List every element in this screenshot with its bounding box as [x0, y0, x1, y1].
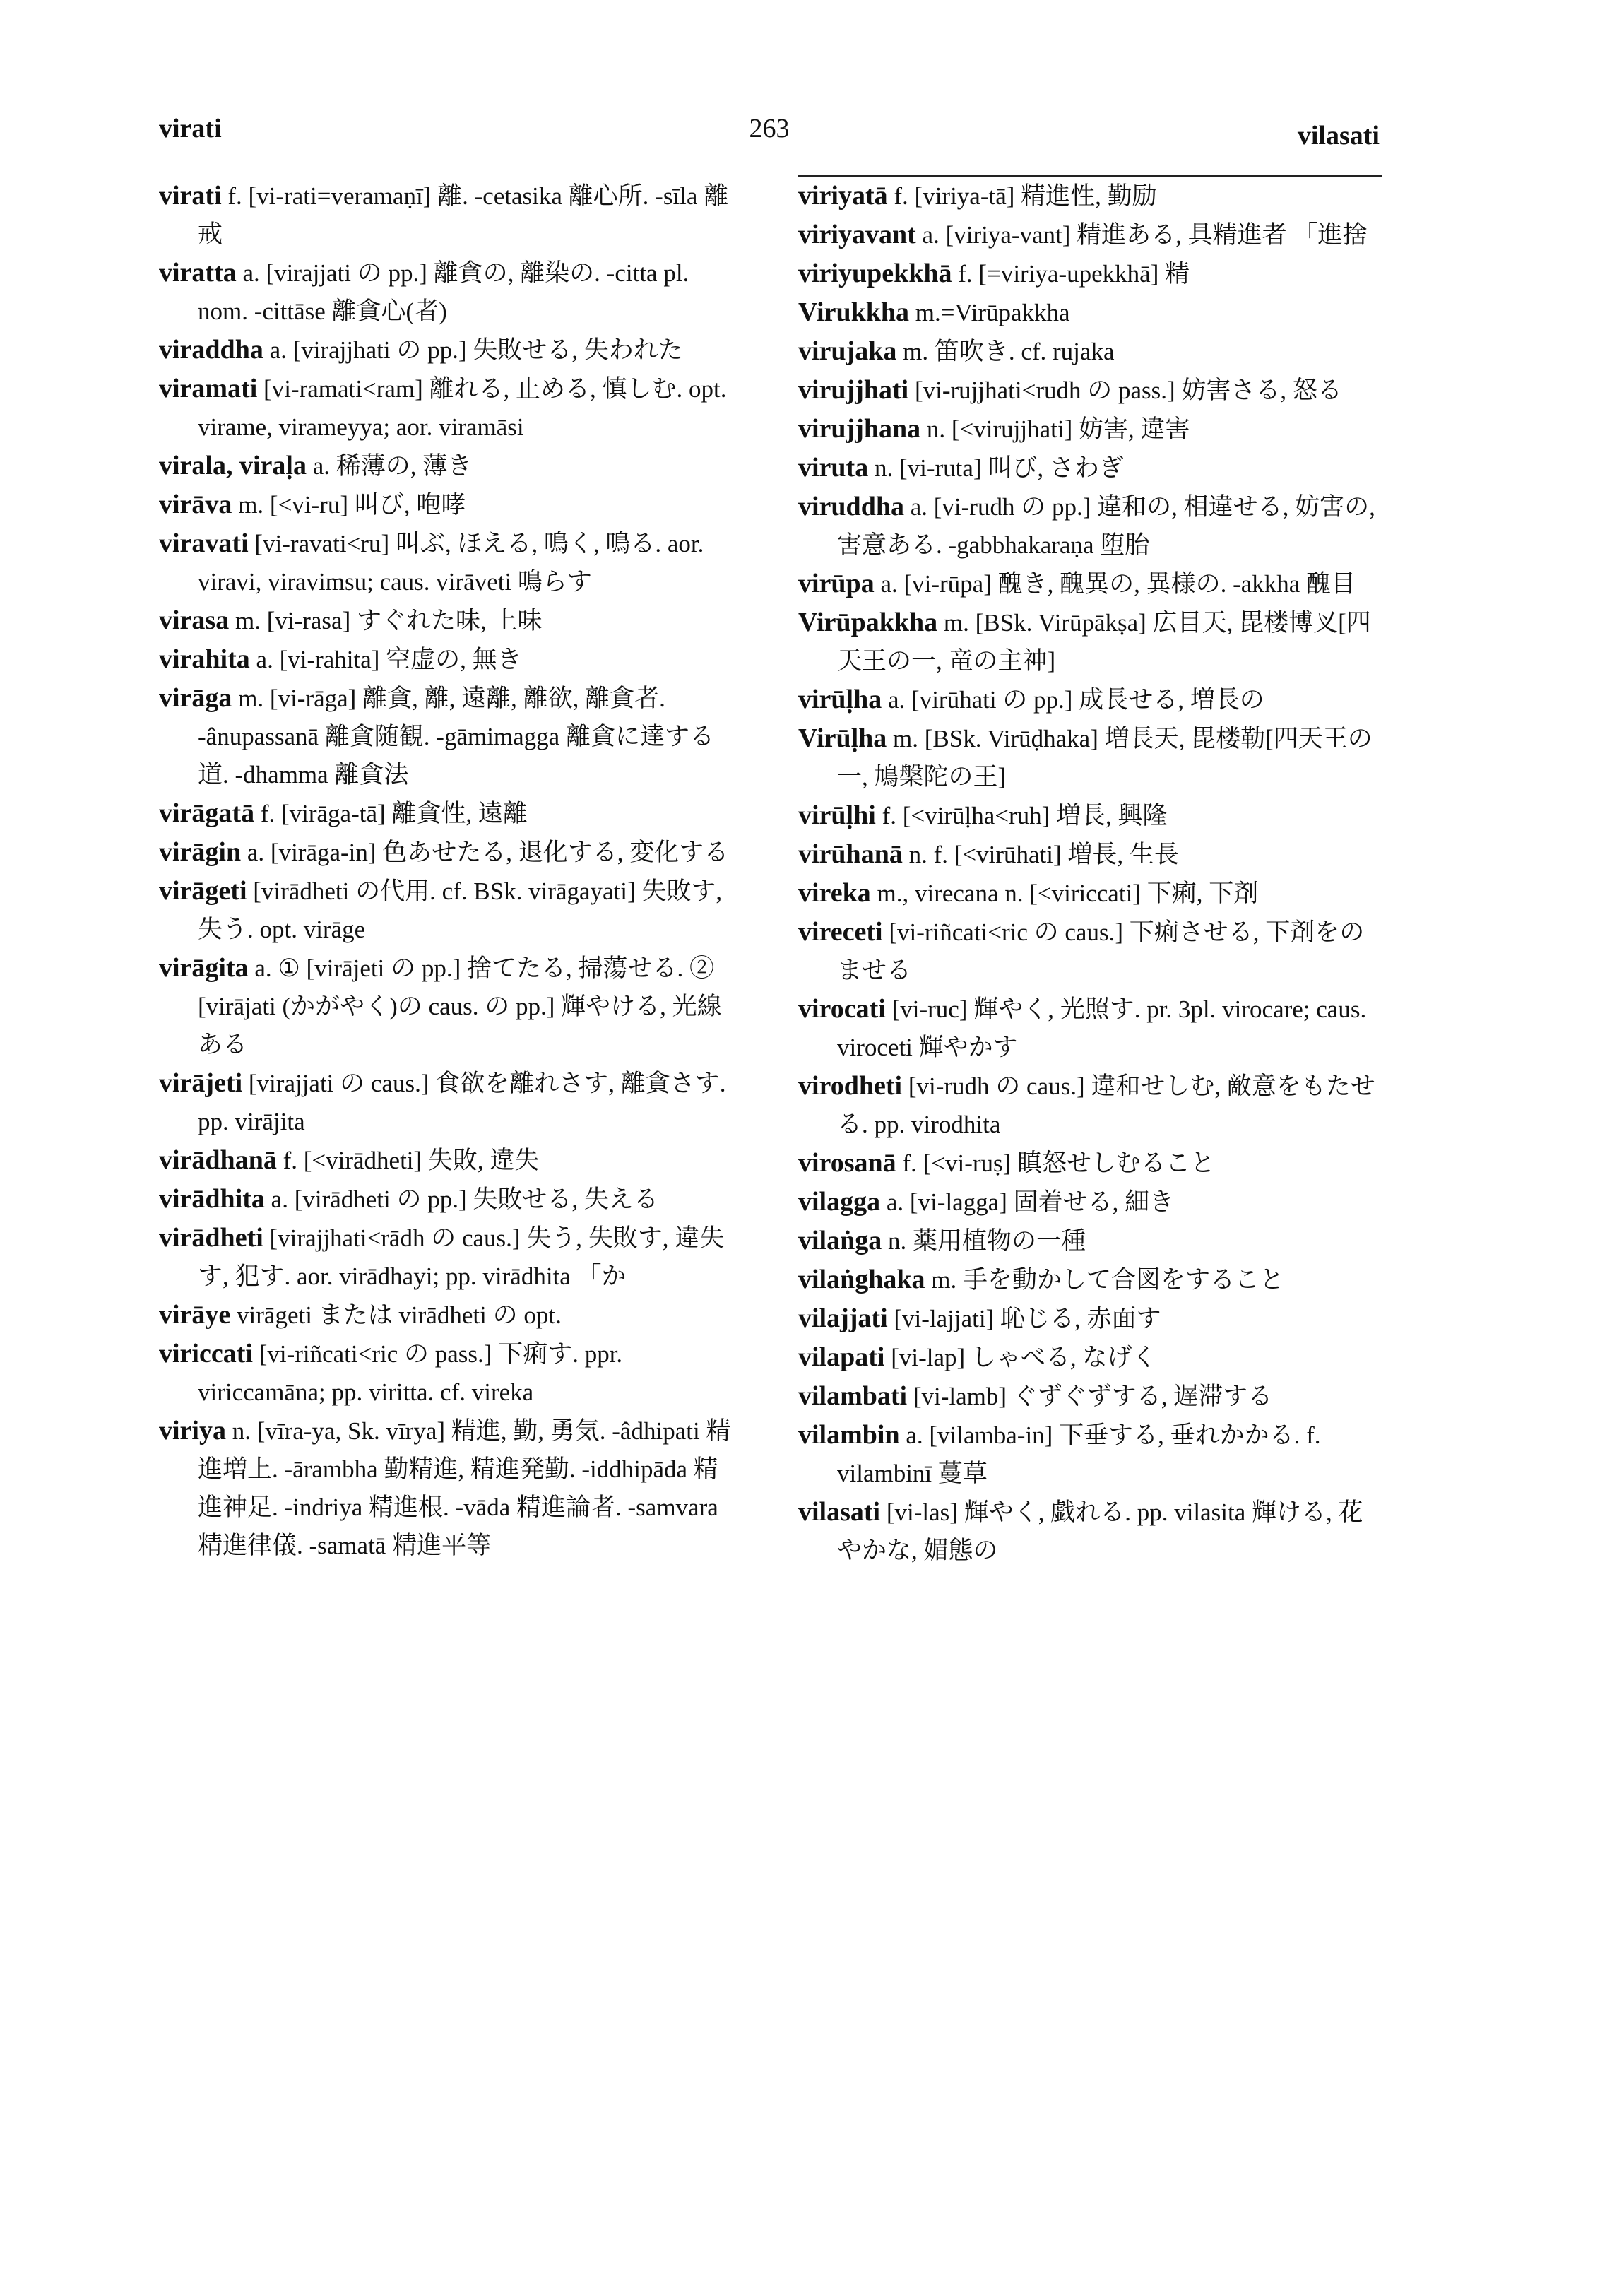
entry-definition: a. [vi-lagga] 固着せる, 細き — [880, 1188, 1175, 1216]
entry-headword: Virukkha — [798, 297, 909, 327]
page-number: 263 — [749, 114, 790, 143]
dictionary-entry — [798, 487, 1385, 564]
entry-headword: vireka — [798, 878, 871, 908]
entry-headword: virūhanā — [798, 839, 903, 869]
entry-definition: [virādheti の代用. cf. BSk. virāgayati] 失敗す, 失う. opt. virāge — [198, 877, 723, 943]
dictionary-entry — [798, 1067, 1385, 1144]
dictionary-entry — [798, 564, 1385, 603]
entry-definition: a. [vilamba-in] 下垂する, 垂れかかる. f. vilambinī 蔓草 — [837, 1421, 1321, 1487]
dictionary-entry — [798, 719, 1385, 796]
entry-definition: f. [vi-rati=veramaṇī] 離. -cetasika 離心所. -sīla 離戒 — [198, 182, 729, 248]
dictionary-entry — [159, 331, 738, 369]
dictionary-entry — [159, 679, 738, 794]
dictionary-entry — [798, 603, 1385, 680]
dictionary-entry — [798, 1144, 1385, 1183]
entry-headword: virāva — [159, 490, 232, 519]
entry-headword: virala, viraḷa — [159, 451, 307, 480]
entry-headword: viriyupekkhā — [798, 259, 952, 288]
entry-definition: m. [BSk. Virūḍhaka] 増長天, 毘楼勒[四天王の一, 鳩槃陀の王] — [837, 725, 1373, 791]
entry-definition: f. [=viriya-upekkhā] 精 — [952, 260, 1190, 288]
entry-definition: m. [vi-rasa] すぐれた味, 上味 — [229, 607, 543, 634]
page-header — [159, 106, 1380, 170]
dictionary-entry — [159, 485, 738, 524]
entry-headword: Virūḷha — [798, 723, 887, 753]
entry-headword: virūḷhi — [798, 800, 876, 830]
entry-headword: virosanā — [798, 1148, 896, 1178]
dictionary-entry — [798, 371, 1385, 410]
entry-definition: [vi-riñcati<ric の pass.] 下痢す. ppr. viriccamāna; pp. viritta. cf. vireka — [198, 1340, 623, 1406]
dictionary-entry — [159, 1335, 738, 1412]
dictionary-entry — [159, 1219, 738, 1296]
entry-headword: virahita — [159, 644, 250, 674]
entry-definition: [vi-las] 輝やく, 戯れる. pp. vilasita 輝ける, 花やかな, 媚態の — [837, 1498, 1363, 1564]
running-head-left: virati — [159, 114, 222, 143]
entry-headword: viriyatā — [798, 181, 888, 211]
entry-headword: vilasati — [798, 1497, 881, 1527]
entry-headword: viraddha — [159, 335, 263, 365]
dictionary-entry — [798, 449, 1385, 487]
entry-definition: f. [<virādheti] 失敗, 違失 — [276, 1147, 540, 1174]
entry-headword: viriya — [159, 1416, 226, 1445]
entry-headword: virati — [159, 181, 222, 211]
dictionary-entry — [798, 1222, 1385, 1260]
entry-definition: [vi-ruc] 輝やく, 光照す. pr. 3pl. virocare; caus. viroceti 輝やかす — [837, 995, 1367, 1061]
entry-headword: vilambin — [798, 1420, 900, 1450]
dictionary-entry — [159, 1412, 738, 1565]
entry-headword: virājeti — [159, 1068, 243, 1098]
entry-headword: virūḷha — [798, 685, 882, 714]
entry-definition: a. [vi-rahita] 空虚の, 無き — [249, 646, 522, 673]
entry-definition: a. [vi-rudh の pp.] 違和の, 相違せる, 妨害の, 害意ある. -gabbhakaraṇa 堕胎 — [837, 493, 1375, 559]
entry-headword: viramati — [159, 374, 258, 403]
running-head-right: vilasati — [1297, 121, 1380, 150]
entry-definition: n. 薬用植物の一種 — [882, 1227, 1086, 1255]
entry-definition: [vi-rujjhati<rudh の pass.] 妨害さる, 怒る — [908, 377, 1342, 404]
entry-headword: virādhanā — [159, 1145, 277, 1175]
dictionary-entry — [798, 990, 1385, 1067]
entry-headword: Virūpakkha — [798, 608, 938, 637]
entry-definition: a. [viriya-vant] 精進ある, 具精進者 「進捨 — [915, 221, 1368, 249]
dictionary-entry — [798, 1260, 1385, 1299]
dictionary-entry — [159, 872, 738, 949]
entry-headword: virujjhana — [798, 414, 921, 444]
entry-definition: a. ① [virājeti の pp.] 捨てたる, 掃蕩せる. ② [virājati (かがやく)の caus. の pp.] 輝やける, 光線ある — [198, 954, 722, 1058]
entry-definition: f. [virāga-tā] 離貪性, 遠離 — [254, 800, 528, 827]
entry-headword: virāye — [159, 1300, 231, 1330]
dictionary-entry — [159, 794, 738, 833]
dictionary-entry — [159, 1180, 738, 1219]
dictionary-entry — [798, 874, 1385, 913]
dictionary-entry — [159, 369, 738, 447]
dictionary-entry — [798, 332, 1385, 371]
entry-definition: [virajjati の caus.] 食欲を離れさす, 離貪さす. pp. virājita — [198, 1070, 726, 1135]
dictionary-entry — [798, 410, 1385, 449]
entry-definition: f. [<vi-ruṣ] 瞋怒せしむること — [896, 1149, 1216, 1177]
dictionary-entry — [798, 215, 1385, 254]
dictionary-entry — [159, 447, 738, 485]
dictionary-entry — [798, 835, 1385, 874]
dictionary-entry — [159, 254, 738, 331]
dictionary-entry — [159, 1064, 738, 1141]
entry-headword: virūpa — [798, 569, 875, 598]
entry-definition: m. 笛吹き. cf. rujaka — [896, 338, 1115, 365]
dictionary-entry — [159, 1296, 738, 1335]
entry-definition: n. [vi-ruta] 叫び, さわぎ — [868, 454, 1124, 482]
entry-definition: a. [virāga-in] 色あせたる, 退化する, 変化する — [241, 839, 729, 866]
dictionary-entry — [159, 949, 738, 1064]
dictionary-entry — [798, 1183, 1385, 1222]
entry-definition: a. [virajjati の pp.] 離貪の, 離染の. -citta pl. nom. -cittāse 離貪心(者) — [198, 259, 689, 325]
entry-definition: [vi-lajjati] 恥じる, 赤面す — [887, 1305, 1161, 1332]
entry-headword: virāgatā — [159, 798, 255, 828]
entry-headword: virāgita — [159, 953, 249, 983]
entry-headword: viratta — [159, 258, 237, 288]
entry-headword: virasa — [159, 605, 230, 635]
entry-definition: [vi-ravati<ru] 叫ぶ, ほえる, 鳴く, 鳴る. aor. viravi, viravimsu; caus. virāveti 鳴らす — [198, 530, 704, 596]
entry-definition: m. 手を動かして合図をすること — [925, 1266, 1285, 1294]
entry-headword: virujjhati — [798, 375, 909, 405]
entry-definition: m. [BSk. Virūpākṣa] 広目天, 毘楼博叉[四天王の一, 竜の主神] — [837, 609, 1371, 675]
entry-definition: [vi-lamb] ぐずぐずする, 遅滞する — [907, 1383, 1273, 1410]
entry-headword: vireceti — [798, 917, 883, 947]
entry-definition: a. [virādheti の pp.] 失敗せる, 失える — [264, 1186, 658, 1213]
dictionary-entry — [798, 1416, 1385, 1493]
entry-definition: a. [vi-rūpa] 醜き, 醜異の, 異様の. -akkha 醜目 — [874, 570, 1356, 598]
entry-headword: virādhita — [159, 1184, 265, 1214]
entry-headword: vilaṅghaka — [798, 1265, 925, 1294]
entry-headword: vilapati — [798, 1342, 885, 1372]
entry-headword: virāgeti — [159, 876, 247, 906]
dictionary-entry — [798, 1299, 1385, 1338]
dictionary-entry — [159, 833, 738, 872]
entry-headword: viruta — [798, 453, 869, 483]
dictionary-entry — [798, 1493, 1385, 1570]
entry-headword: viriccati — [159, 1339, 253, 1368]
entry-definition: n. [<virujjhati] 妨害, 違害 — [920, 415, 1190, 443]
entry-headword: virādheti — [159, 1223, 263, 1253]
entry-definition: a. [virūhati の pp.] 成長せる, 増長の — [882, 686, 1264, 714]
entry-definition: a. 稀薄の, 薄き — [306, 452, 473, 480]
right-column — [798, 177, 1385, 1570]
entry-headword: vilagga — [798, 1187, 881, 1217]
entry-headword: vilaṅga — [798, 1226, 882, 1255]
entry-definition: [vi-lap] しゃべる, なげく — [884, 1344, 1157, 1371]
entry-headword: viruddha — [798, 492, 904, 521]
dictionary-entry — [798, 254, 1385, 293]
entry-headword: virujaka — [798, 336, 897, 366]
dictionary-entry — [798, 293, 1385, 332]
dictionary-entry — [798, 796, 1385, 835]
dictionary-entry — [798, 680, 1385, 719]
entry-headword: virāgin — [159, 837, 242, 867]
entry-definition: [virajjhati<rādh の caus.] 失う, 失敗す, 違失す, 犯す. aor. virādhayi; pp. virādhita 「か — [198, 1224, 725, 1290]
entry-definition: [vi-riñcati<ric の caus.] 下痢させる, 下剤をのませる — [837, 918, 1365, 984]
dictionary-entry — [798, 1377, 1385, 1416]
entry-headword: vilajjati — [798, 1303, 888, 1333]
entry-definition: m., virecana n. [<viriccati] 下痢, 下剤 — [870, 880, 1259, 907]
entry-definition: a. [virajjhati の pp.] 失敗せる, 失われた — [263, 336, 683, 364]
entry-headword: virāga — [159, 683, 232, 713]
entry-definition: [vi-ramati<ram] 離れる, 止める, 慎しむ. opt. virame, virameyya; aor. viramāsi — [198, 375, 727, 441]
dictionary-entry — [159, 1141, 738, 1180]
entry-definition: m.=Virūpakkha — [909, 299, 1070, 326]
dictionary-entry — [159, 524, 738, 601]
entry-definition: n. f. [<virūhati] 増長, 生長 — [902, 841, 1179, 868]
entry-definition: virāgeti または virādheti の opt. — [230, 1301, 562, 1329]
entry-definition: f. [<virūḷha<ruh] 増長, 興隆 — [875, 802, 1168, 829]
dictionary-entry — [798, 1338, 1385, 1377]
entry-definition: f. [viriya-tā] 精進性, 勤励 — [887, 182, 1157, 210]
dictionary-entry — [159, 640, 738, 679]
dictionary-entry — [798, 913, 1385, 990]
left-column — [159, 177, 738, 1565]
entry-headword: viriyavant — [798, 220, 916, 249]
entry-definition: m. [vi-rāga] 離貪, 離, 遠離, 離欲, 離貪者. -ânupassanā 離貪随観. -gāmimagga 離貪に達する道. -dhamma 離貪法 — [198, 685, 714, 788]
dictionary-entry — [159, 177, 738, 254]
dictionary-entry — [798, 177, 1385, 215]
entry-definition: [vi-rudh の caus.] 違和せしむ, 敵意をもたせる. pp. virodhita — [837, 1072, 1375, 1138]
dictionary-entry — [159, 601, 738, 640]
entry-headword: virocati — [798, 994, 886, 1024]
entry-headword: viravati — [159, 528, 249, 558]
entry-headword: virodheti — [798, 1071, 903, 1101]
entry-definition: m. [<vi-ru] 叫び, 咆哮 — [232, 491, 466, 519]
entry-definition: n. [vīra-ya, Sk. vīrya] 精進, 勤, 勇気. -âdhipati 精進増上. -ārambha 勤精進, 精進発勤. -iddhipāda 精進神足. -indriya 精進根. -vāda 精進論者. -samvara 精進律儀. -samatā 精進平等 — [198, 1417, 731, 1559]
entry-headword: vilambati — [798, 1381, 908, 1411]
